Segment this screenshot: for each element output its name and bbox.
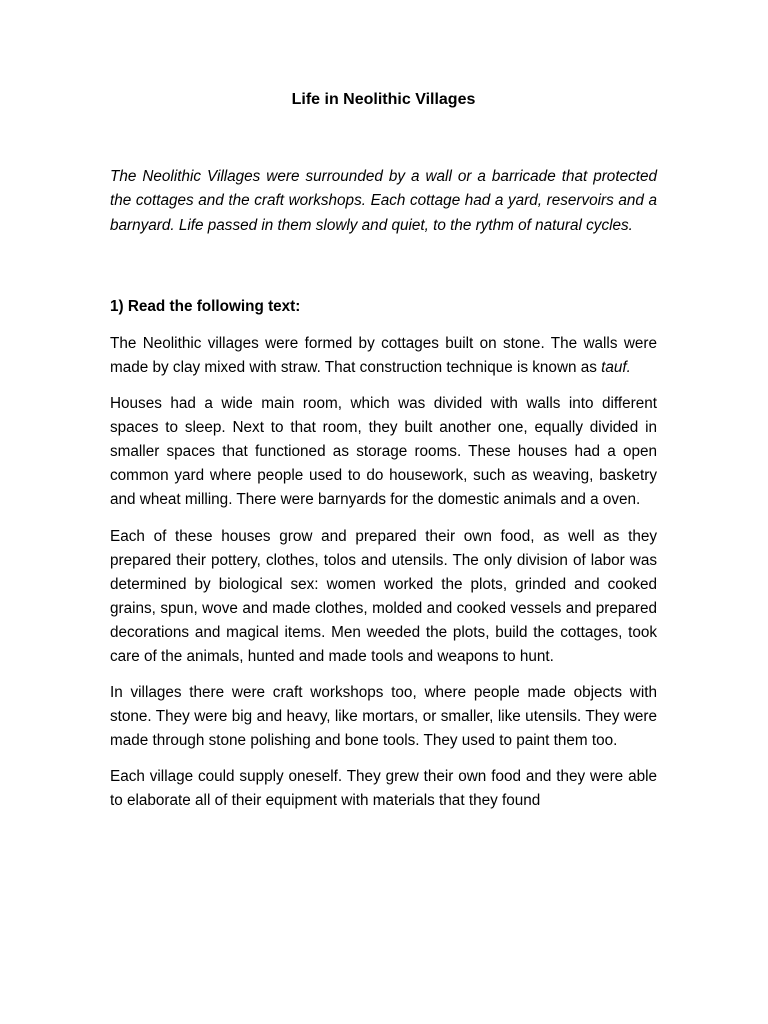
paragraph-1-term: tauf.	[601, 358, 631, 376]
document-body	[110, 88, 657, 814]
paragraph-3: Each of these houses grow and prepared their own food, as well as they prepared their pottery, clothes, tolos and utensils. The only division of labor was determined by biological sex: women worked the plots, grinded and cooked grains, spun, wove and made clothes, molded and cooked vessels and prepared decorations and magical items. Men weeded the plots, build the cottages, took care of the animals, hunted and made tools and weapons to hunt.	[110, 527, 657, 666]
paragraph-2: Houses had a wide main room, which was divided with walls into different spaces to sleep. Next to that room, they built another one, equally divided in smaller spaces that functioned as storage rooms. These houses had a open common yard where people used to do housework, such as weaving, basketry and wheat milling. There were barnyards for the domestic animals and a oven.	[110, 395, 657, 509]
section-heading: 1) Read the following text:	[110, 297, 301, 315]
page-title: Life in Neolithic Villages	[291, 91, 476, 108]
paragraph-4: In villages there were craft workshops too, where people made objects with stone. They were big and heavy, like mortars, or smaller, like utensils. They were made through stone polishing and bone tools. They used to paint them too.	[110, 684, 657, 750]
intro-paragraph: The Neolithic Villages were surrounded by a wall or a barricade that protected the cottages and the craft workshops. Each cottage had a yard, reservoirs and a barnyard. Life passed in them slowly and quiet, to the rythm of natural cycles.	[110, 168, 657, 234]
paragraph-1-text: The Neolithic villages were formed by cottages built on stone. The walls were made by clay mixed with straw. That construction technique is known as	[110, 334, 657, 376]
paragraph-1	[110, 332, 657, 380]
paragraph-5: Each village could supply oneself. They grew their own food and they were able to elaborate all of their equipment with materials that they found	[110, 768, 657, 810]
